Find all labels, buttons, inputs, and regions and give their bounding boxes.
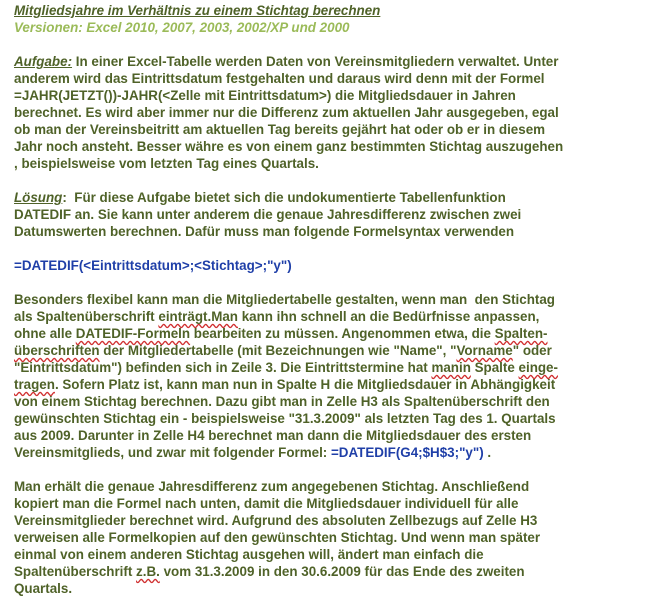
spelling-mark: einge-: [518, 360, 558, 375]
spelling-mark: z.B.: [136, 564, 160, 579]
para3-text: " oder: [512, 343, 552, 358]
para4-line-5: einmal von einem anderen Stichtag ausgehen will, ändert man einfach die: [14, 547, 484, 562]
para3-text: bearbeiten zu müssen. Angenommen etwa, die: [190, 326, 495, 341]
para4-line-6: [14, 564, 525, 580]
aufgabe-line-4: berechnet. Es wird aber immer nur die Differenz zum aktuellen Jahr ausgegeben, egal: [14, 105, 559, 120]
aufgabe-label: Aufgabe:: [14, 54, 73, 69]
para3-line-6: [14, 377, 555, 393]
para4-line-1: Man erhält die genaue Jahresdifferenz zum angegebenen Stichtag. Anschließend: [14, 479, 530, 494]
para4-line-3: Vereinsmitglieder berechnet wird. Aufgrund des absoluten Zellbezugs auf Zelle H3: [14, 513, 538, 528]
para4-text: vom 31.3.2009 in den 30.6.2009 für das Ende des zweiten: [159, 564, 525, 579]
para3-text: Spalte: [470, 360, 519, 375]
aufgabe-line-7: , beispielsweise vom letzten Tag eines Quartals.: [14, 156, 319, 171]
spelling-mark: DATEDIF-Formeln: [75, 326, 191, 341]
aufgabe-text-1: In einer Excel-Tabelle werden Daten von Vereinsmitgliedern verwaltet. Unter: [72, 54, 559, 69]
aufgabe-line-2: anderem wird das Eintrittsdatum festgehalten und daraus wird denn mit der Formel: [14, 71, 545, 86]
aufgabe-line-6: Jahr noch ansteht. Besser währe es von einem ganz bestimmten Stichtag auszugehen: [14, 139, 564, 154]
versions-line: Versionen: Excel 2010, 2007, 2003, 2002/XP und 2000: [14, 20, 350, 35]
spelling-mark: Spalten-: [494, 326, 548, 341]
loesung-label: Lösung: [14, 190, 63, 205]
loesung-text-1: : Für diese Aufgabe bietet sich die undokumentierte Tabellenfunktion: [62, 190, 506, 205]
para3-line-1: Besonders flexibel kann man die Mitgliedertabelle gestalten, wenn man den Stichtag: [14, 292, 555, 307]
para3-line-8: gewünschten Stichtag ein - beispielsweise "31.3.2009" als letzten Tag des 1. Quartals: [14, 411, 556, 426]
para3-text: als Spaltenüberschrift: [14, 309, 159, 324]
para4-text: Spaltenüberschrift: [14, 564, 137, 579]
para3-text: ohne alle: [14, 326, 76, 341]
aufgabe-line-5: ob man der Vereinsbeitritt am aktuellen Tag bereits gejährt hat oder ob er in diesem: [14, 122, 546, 137]
para4-line-7: Quartals.: [14, 581, 73, 596]
para3-text: kann ihn schnell an die Bedürfnisse anpassen,: [237, 309, 540, 324]
para3-text: . Sofern Platz ist, kann man nun in Spalte H die Mitgliedsdauer in Abhängigkeit: [54, 377, 556, 392]
loesung-line-3: Datumswerten berechnen. Dafür muss man folgende Formelsyntax verwenden: [14, 224, 515, 239]
para3-line-4: [14, 343, 552, 359]
aufgabe-line-1: [14, 54, 558, 70]
para4-line-2: kopiert man die Formel nach unten, damit die Mitgliedsdauer individuell für alle: [14, 496, 519, 511]
para3-text: .: [483, 445, 492, 460]
para3-text: der Mitgliedertabelle (mit Bezeichnungen wie "Name", ": [99, 343, 457, 358]
para3-line-5: [14, 360, 558, 376]
loesung-line-2: DATEDIF an. Sie kann unter anderem die genaue Jahresdifferenz zwischen zwei: [14, 207, 522, 222]
para3-line-9: aus 2009. Darunter in Zelle H4 berechnet man dann die Mitgliedsdauer des ersten: [14, 428, 532, 443]
spelling-mark: tragen: [14, 377, 55, 392]
loesung-line-1: [14, 190, 506, 206]
para3-text: "Eintrittsdatum") befinden sich in Zeile 3. Die Eintrittstermine hat: [14, 360, 432, 375]
para3-text: Vereinsmitglieds, und zwar mit folgender Formel:: [14, 445, 331, 460]
datedif-formula: =DATEDIF(<Eintrittsdatum>;<Stichtag>;"y"): [14, 258, 292, 273]
para3-line-3: [14, 326, 547, 342]
spelling-mark: manin: [431, 360, 471, 375]
para3-line-10: [14, 445, 491, 461]
spelling-mark: Vorname: [456, 343, 513, 358]
para3-line-7: von einem Stichtag berechnen. Dazu gibt man in Zelle H3 als Spaltenüberschrift den: [14, 394, 550, 409]
document-title: Mitgliedsjahre im Verhältnis zu einem Stichtag berechnen: [14, 3, 381, 18]
inline-formula: =DATEDIF(G4;$H$3;"y"): [330, 445, 484, 460]
spelling-mark: einträgt.Man: [158, 309, 238, 324]
para4-line-4: verweisen alle Formelkopien auf den gewünschten Stichtag. Und wenn man später: [14, 530, 541, 545]
spelling-mark: überschriften: [14, 343, 100, 358]
para3-line-2: [14, 309, 539, 325]
aufgabe-line-3: =JAHR(JETZT())-JAHR(<Zelle mit Eintrittsdatum>) die Mitgliedsdauer in Jahren: [14, 88, 516, 103]
